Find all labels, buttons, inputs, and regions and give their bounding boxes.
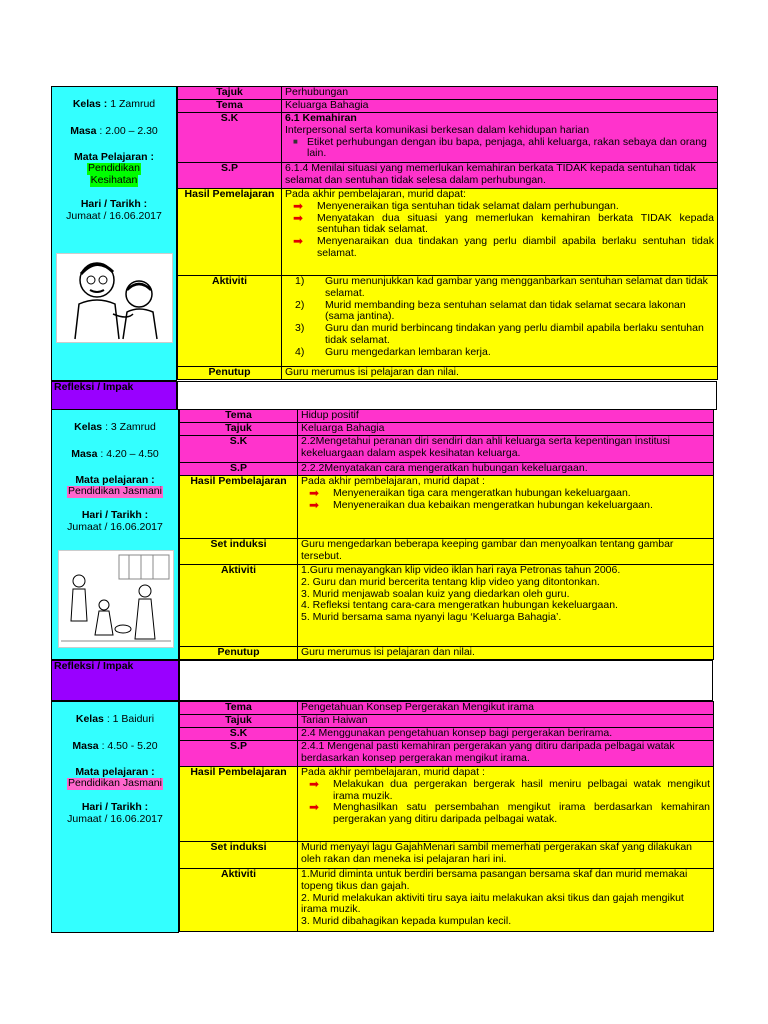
sp-key: S.P [180,463,298,476]
aktiviti-item: 3) Guru dan murid berbincang tindakan yang perlu diambil apabila berlaku sentuhan tidak selamat. [295,322,704,346]
row-set-induksi [180,842,714,869]
mata-pelajaran-label: Mata pelajaran : [75,765,155,778]
set-induksi-value: Guru mengedarkan beberapa keeping gambar dan menyoalkan tentang gambar tersebut. [298,539,714,565]
tema-value: Keluarga Bahagia [282,100,718,113]
row-hasil [180,767,714,842]
sp-value: 6.1.4 Menilai situasi yang memerlukan kemahiran berkata TIDAK kepada sentuhan tidak selamat dan sentuhan tidak selesa dalam perhubungan. [282,163,718,189]
row-sk [178,113,718,163]
row-set-induksi [180,539,714,565]
tajuk-key: Tajuk [180,423,298,436]
hari-label: Hari / Tarikh : [81,801,149,813]
sp-value: 2.4.1 Mengenal pasti kemahiran pergerakan yang ditiru daripada pelbagai watak berdasarkan konsep pergerakan mengikut irama. [298,741,714,767]
row-hasil [180,476,714,539]
row-sk [180,436,714,463]
subject-name: Pendidikan Jasmani [68,485,162,498]
tema-key: Tema [178,100,282,113]
kelas-line: Kelas : 1 Baiduri [75,713,155,725]
row-penutup [180,647,714,660]
masa-line: Masa : 2.00 – 2.30 [70,124,158,137]
hasil-item: ➡ Menyeneraikan tiga cara mengeratkan hubungan kekeluargaan. [301,488,710,500]
hasil-list [301,488,710,512]
sp-value: 2.2.2Menyatakan cara mengeratkan hubungan kekeluargaan. [298,463,714,476]
aktiviti-item: 1) Guru menunjukkan kad gambar yang mengganbarkan sentuhan selamat dan tidak selamat. [295,275,708,299]
aktiviti-item: 4) Guru mengedarkan lembaran kerja. [295,345,491,358]
kelas-line: Kelas : 1 Zamrud [72,98,156,110]
hasil-item: ➡ Menyenaraikan dua tindakan yang perlu diambil apabila berlaku sentuhan tidak selamat. [285,236,714,260]
mata-pelajaran-label: Mata pelajaran : [75,473,155,486]
row-tema [180,702,714,715]
row-aktiviti [178,276,718,367]
refleksi-label: Refleksi / Impak [51,381,177,410]
tema-value: Pengetahuan Konsep Pergerakan Mengikut irama [298,702,714,715]
hasil-value [282,189,718,276]
sk-line: Interpersonal serta komunikasi berkesan dalam kehidupan harian [285,123,590,136]
aktiviti-key: Aktiviti [180,565,298,647]
tema-value: Hidup positif [298,410,714,423]
row-sp [180,741,714,767]
refleksi-label: Refleksi / Impak [51,660,179,701]
hari-value: Jumaat / 16.06.2017 [67,520,163,533]
mata-pelajaran-label: Mata Pelajaran : [74,150,154,163]
sp-key: S.P [178,163,282,189]
tajuk-value: Keluarga Bahagia [298,423,714,436]
sk-value: 2.4 Menggunakan pengetahuan konsep bagi pergerakan berirama. [298,728,714,741]
sk-value [282,113,718,163]
sk-value: 2.2Mengetahui peranan diri sendiri dan ahli keluarga serta kepentingan institusi kekeluargaan dalam aspek kesihatan keluarga. [298,436,714,463]
hasil-intro: Pada akhir pembelajaran, murid dapat : [301,475,485,487]
lesson-table-1 [177,86,718,380]
aktiviti-value [298,869,714,932]
info-panel [51,409,179,660]
aktiviti-key: Aktiviti [180,869,298,932]
hasil-list [285,201,714,260]
hasil-intro: Pada akhir pembelajaran, murid dapat : [301,766,485,778]
row-tajuk [180,423,714,436]
sk-key: S.K [180,728,298,741]
hasil-list [301,779,710,826]
row-tajuk [178,87,718,100]
hari-value: Jumaat / 16.06.2017 [67,812,163,825]
info-panel [51,86,177,381]
row-hasil [178,189,718,276]
aktiviti-item: 2. Guru dan murid bercerita tentang klip video yang ditontonkan. [301,575,600,588]
aktiviti-value [298,565,714,647]
lesson-block-3 [51,701,717,933]
hasil-item: ➡ Menyatakan dua situasi yang memerlukan kemahiran berkata TIDAK kepada sentuhan tidak selamat. [285,213,714,237]
row-sp [178,163,718,189]
refleksi-box [179,660,713,701]
lesson-table-3 [179,701,714,932]
hasil-item: ➡ Menyeneraikan tiga sentuhan tidak selamat dalam perhubungan. [285,201,714,213]
tajuk-key: Tajuk [178,87,282,100]
hasil-intro: Pada akhir pembelajaran, murid dapat: [285,188,466,200]
row-penutup [178,367,718,380]
hari-value: Jumaat / 16.06.2017 [66,209,162,222]
info-panel [51,701,179,933]
tajuk-value: Perhubungan [282,87,718,100]
hasil-item: ➡ Menyeneraikan dua kebaikan mengeratkan hubungan kekeluargaan. [301,500,710,512]
row-tema [178,100,718,113]
sk-title: 6.1 Kemahiran [285,112,357,124]
row-aktiviti [180,869,714,932]
penutup-value: Guru merumus isi pelajaran dan nilai. [298,647,714,660]
hasil-key: Hasil Pembelajaran [180,476,298,539]
penutup-key: Penutup [178,367,282,380]
aktiviti-item: 2. Murid melakukan aktiviti tiru saya iaitu melakukan aksi tikus dan gajah mengikut irama muzik. [301,891,684,916]
lesson-block-2 [51,409,717,701]
aktiviti-value [282,276,718,367]
hari-label: Hari / Tarikh : [81,509,149,521]
set-induksi-key: Set induksi [180,539,298,565]
row-sp [180,463,714,476]
hari-label: Hari / Tarikh : [80,197,148,210]
tema-key: Tema [180,410,298,423]
kelas-line: Kelas : 3 Zamrud [74,421,156,433]
hasil-key: Hasil Pembelajaran [180,767,298,842]
aktiviti-item: 1.Guru menayangkan klip video iklan hari raya Petronas tahun 2006. [301,564,621,576]
aktiviti-item: 3. Murid menjawab soalan kuiz yang diedarkan oleh guru. [301,587,570,600]
tema-key: Tema [180,702,298,715]
lesson-table-2 [179,409,714,660]
penutup-value: Guru merumus isi pelajaran dan nilai. [282,367,718,380]
set-induksi-key: Set induksi [180,842,298,869]
sk-bullet: ■ Etiket perhubungan dengan ibu bapa, penjaga, ahli keluarga, rakan sebaya dan orang lain. [285,137,714,161]
masa-line: Masa : 4.20 – 4.50 [71,447,159,460]
hasil-item: ➡ Menghasilkan satu persembahan mengikut irama berdasarkan kemahiran pergerakan yang ditiru daripada pelbagai watak. [301,802,710,826]
tajuk-value: Tarian Haiwan [298,715,714,728]
row-aktiviti [180,565,714,647]
masa-line: Masa : 4.50 - 5.20 [72,739,158,752]
aktiviti-key: Aktiviti [178,276,282,367]
aktiviti-item: 2) Murid membanding beza sentuhan selamat dan tidak selamat secara lakonan (sama jantina). [295,298,686,323]
row-tema [180,410,714,423]
teacher-student-illustration [56,253,173,343]
row-tajuk [180,715,714,728]
refleksi-box [177,381,717,410]
subject-name: Pendidikan Kesihatan [88,162,140,186]
set-induksi-value: Murid menyayi lagu GajahMenari sambil memerhati pergerakan skaf yang dilakukan oleh rakan dan meneka isi pelajaran hari ini. [298,842,714,869]
aktiviti-item: 5. Murid bersama sama nyanyi lagu ‘Keluarga Bahagia’. [301,611,562,623]
hasil-value [298,767,714,842]
hasil-item: ➡ Melakukan dua pergerakan bergerak hasil meniru pelbagai watak mengikut irama muzik. [301,779,710,803]
aktiviti-item: 1.Murid diminta untuk berdiri bersama pasangan bersama skaf dan murid memakai topeng tikus dan gajah. [301,868,688,892]
hasil-value [298,476,714,539]
subject-name: Pendidikan Jasmani [68,777,162,790]
aktiviti-item: 4. Refleksi tentang cara-cara mengeratkan hubungan kekeluargaan. [301,599,618,612]
sk-key: S.K [180,436,298,463]
tajuk-key: Tajuk [180,715,298,728]
aktiviti-item: 3. Murid dibahagikan kepada kumpulan kecil. [301,915,512,927]
sk-key: S.K [178,113,282,163]
aktiviti-list [285,276,714,358]
penutup-key: Penutup [180,647,298,660]
row-sk [180,728,714,741]
lesson-block-1 [51,86,717,410]
family-activity-illustration [58,550,174,648]
sp-key: S.P [180,741,298,767]
hasil-key: Hasil Pemelajaran [178,189,282,276]
